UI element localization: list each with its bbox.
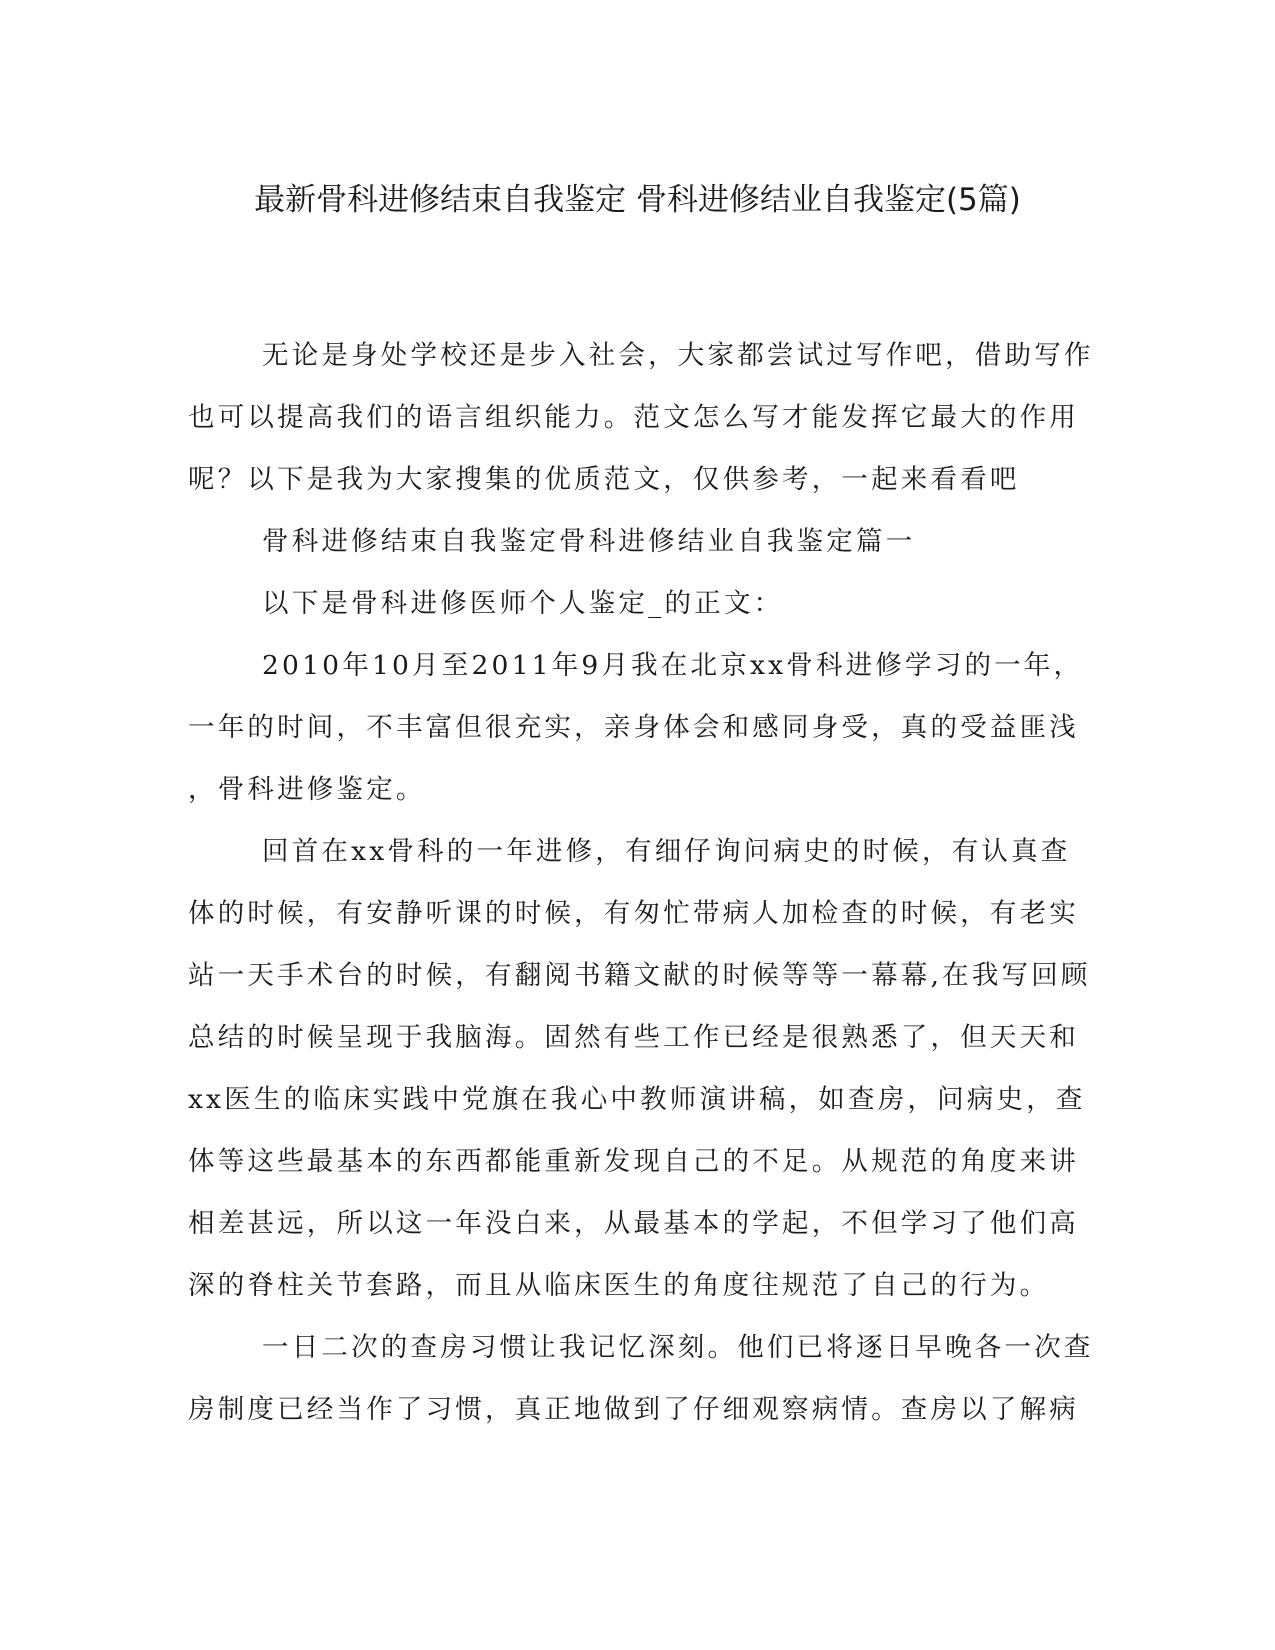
- paragraph-line: 以下是骨科进修医师个人鉴定_的正文：: [262, 588, 784, 619]
- paragraph-line: 相差甚远，所以这一年没白来，从最基本的学起，不但学习了他们高: [188, 1208, 1079, 1239]
- paragraph-line: 呢？以下是我为大家搜集的优质范文，仅供参考，一起来看看吧: [188, 464, 1020, 495]
- paragraph-line: 深的脊柱关节套路，而且从临床医生的角度往规范了自己的行为。: [188, 1270, 1050, 1301]
- paragraph-line: 一年的时间，不丰富但很充实，亲身体会和感同身受，真的受益匪浅: [188, 712, 1079, 743]
- paragraph-line: 回首在xx骨科的一年进修，有细仔询问病史的时候，有认真查: [262, 836, 1071, 867]
- paragraph-line: 体的时候，有安静听课的时候，有匆忙带病人加检查的时候，有老实: [188, 898, 1079, 929]
- document-title: 最新骨科进修结束自我鉴定 骨科进修结业自我鉴定(5篇): [254, 182, 1021, 218]
- paragraph-line: 站一天手术台的时候，有翻阅书籍文献的时候等等一幕幕,在我写回顾: [188, 960, 1091, 991]
- paragraph-line: 总结的时候呈现于我脑海。固然有些工作已经是很熟悉了，但天天和: [188, 1022, 1079, 1053]
- paragraph-line: 2010年10月至2011年9月我在北京xx骨科进修学习的一年，: [262, 650, 1084, 681]
- document-body: [188, 325, 1094, 1441]
- section-heading: 骨科进修结束自我鉴定骨科进修结业自我鉴定篇一: [262, 526, 916, 557]
- paragraph-line: 也可以提高我们的语言组织能力。范文怎么写才能发挥它最大的作用: [188, 402, 1079, 433]
- paragraph-line: 无论是身处学校还是步入社会，大家都尝试过写作吧，借助写作: [262, 340, 1094, 371]
- paragraph-line: 体等这些最基本的东西都能重新发现自己的不足。从规范的角度来讲: [188, 1146, 1079, 1177]
- paragraph-line: 一日二次的查房习惯让我记忆深刻。他们已将逐日早晚各一次查: [262, 1332, 1094, 1363]
- paragraph-line: xx医生的临床实践中党旗在我心中教师演讲稿，如查房，问病史，查: [188, 1084, 1086, 1115]
- paragraph-line: 房制度已经当作了习惯，真正地做到了仔细观察病情。查房以了解病: [188, 1394, 1079, 1425]
- paragraph-line: ，骨科进修鉴定。: [188, 774, 426, 805]
